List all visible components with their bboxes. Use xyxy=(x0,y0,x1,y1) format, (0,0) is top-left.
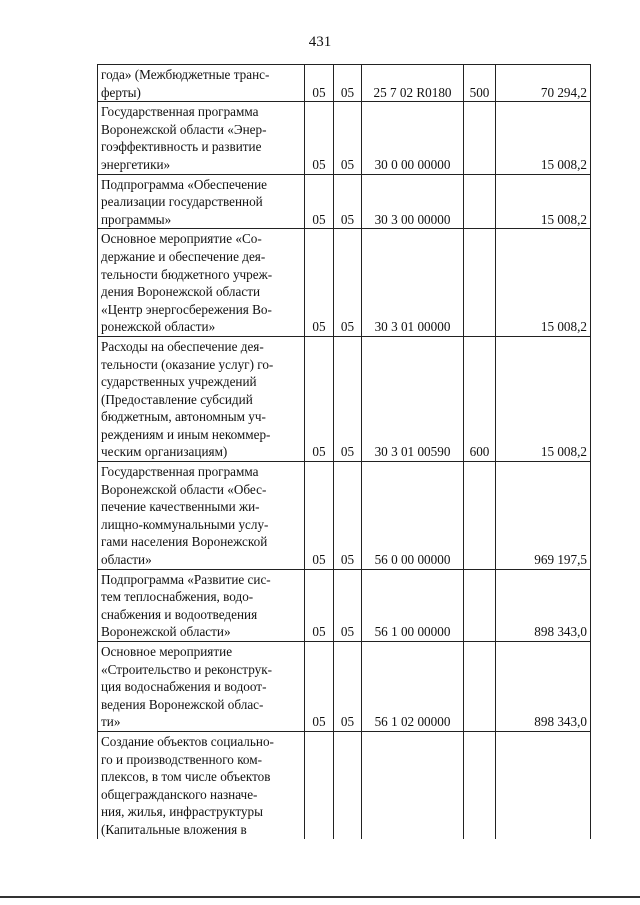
row-name-line: общегражданского назначе- xyxy=(101,786,258,802)
expense-type-cell: 500 xyxy=(464,65,496,102)
row-name-line: бюджетным, автономным уч- xyxy=(101,409,266,425)
amount-cell: 15 008,2 xyxy=(496,174,591,229)
row-name-line: гами населения Воронежской xyxy=(101,534,268,550)
expense-type-cell xyxy=(464,102,496,174)
table-row xyxy=(98,336,591,461)
expense-type-cell: 600 xyxy=(464,336,496,461)
amount-cell xyxy=(496,731,591,838)
subsection-cell: 05 xyxy=(334,65,362,102)
table-row xyxy=(98,174,591,229)
row-name-line: (Предоставление субсидий xyxy=(101,391,253,407)
row-name-line: (Капитальные вложения в xyxy=(101,821,247,837)
amount-cell: 898 343,0 xyxy=(496,569,591,641)
expense-type-cell xyxy=(464,569,496,641)
row-name-line: Подпрограмма «Обеспечение xyxy=(101,176,268,192)
amount-cell: 15 008,2 xyxy=(496,229,591,337)
row-name-line: ведения Воронежской облас- xyxy=(101,696,264,712)
target-code-cell: 30 3 01 00000 xyxy=(362,229,464,337)
row-name-line: тельности бюджетного учреж- xyxy=(101,266,273,282)
section-cell xyxy=(305,731,334,838)
table-row xyxy=(98,102,591,174)
row-name-line: тем теплоснабжения, водо- xyxy=(101,589,254,605)
target-code-cell: 30 0 00 00000 xyxy=(362,102,464,174)
table-row xyxy=(98,642,591,732)
row-name-line: ния, жилья, инфраструктуры xyxy=(101,804,263,820)
row-name-line: сударственных учреждений xyxy=(101,374,257,390)
section-cell: 05 xyxy=(305,336,334,461)
footer-rule xyxy=(0,896,640,898)
row-name-cell xyxy=(98,174,305,229)
target-code-cell: 30 3 01 00590 xyxy=(362,336,464,461)
row-name-cell xyxy=(98,642,305,732)
target-code-cell: 56 1 00 00000 xyxy=(362,569,464,641)
table-row xyxy=(98,462,591,570)
target-code-cell: 25 7 02 R0180 xyxy=(362,65,464,102)
row-name-line: области» xyxy=(101,552,152,568)
row-name-cell xyxy=(98,65,305,102)
subsection-cell: 05 xyxy=(334,102,362,174)
subsection-cell: 05 xyxy=(334,462,362,570)
row-name-line: энергетики» xyxy=(101,156,171,172)
row-name-cell xyxy=(98,229,305,337)
subsection-cell: 05 xyxy=(334,174,362,229)
expense-type-cell xyxy=(464,174,496,229)
row-name-line: «Центр энергосбережения Во- xyxy=(101,301,272,317)
amount-cell: 969 197,5 xyxy=(496,462,591,570)
row-name-line: реализации государственной xyxy=(101,194,263,210)
row-name-line: гоэффективность и развитие xyxy=(101,139,262,155)
page-number: 431 xyxy=(308,34,332,50)
section-cell: 05 xyxy=(305,462,334,570)
row-name-line: ферты) xyxy=(101,84,141,100)
expense-type-cell xyxy=(464,642,496,732)
section-cell: 05 xyxy=(305,569,334,641)
row-name-line: «Строительство и реконструк- xyxy=(101,661,273,677)
row-name-line: Воронежской области» xyxy=(101,624,231,640)
amount-cell: 15 008,2 xyxy=(496,102,591,174)
target-code-cell xyxy=(362,731,464,838)
target-code-cell: 56 1 02 00000 xyxy=(362,642,464,732)
subsection-cell xyxy=(334,731,362,838)
table-row xyxy=(98,731,591,838)
amount-cell: 898 343,0 xyxy=(496,642,591,732)
subsection-cell: 05 xyxy=(334,569,362,641)
row-name-line: Государственная программа xyxy=(101,104,259,120)
row-name-line: тельности (оказание услуг) го- xyxy=(101,356,274,372)
expense-type-cell xyxy=(464,731,496,838)
row-name-line: Государственная программа xyxy=(101,464,259,480)
section-cell: 05 xyxy=(305,642,334,732)
row-name-line: держание и обеспечение дея- xyxy=(101,248,266,264)
row-name-line: Основное мероприятие xyxy=(101,644,233,659)
row-name-line: печение качественными жи- xyxy=(101,499,260,515)
row-name-line: дения Воронежской области xyxy=(101,284,261,300)
row-name-line: Воронежской области «Энер- xyxy=(101,121,267,137)
budget-table xyxy=(97,64,591,839)
row-name-cell xyxy=(98,569,305,641)
table-row xyxy=(98,229,591,337)
row-name-line: реждениям и иным некоммер- xyxy=(101,426,271,442)
row-name-line: Воронежской области «Обес- xyxy=(101,481,267,497)
row-name-cell xyxy=(98,731,305,838)
expense-type-cell xyxy=(464,229,496,337)
row-name-cell xyxy=(98,462,305,570)
row-name-line: ческим организациям) xyxy=(101,444,228,460)
target-code-cell: 30 3 00 00000 xyxy=(362,174,464,229)
subsection-cell: 05 xyxy=(334,229,362,337)
row-name-line: года» (Межбюджетные транс- xyxy=(101,67,270,82)
section-cell: 05 xyxy=(305,229,334,337)
table-row xyxy=(98,569,591,641)
section-cell: 05 xyxy=(305,102,334,174)
row-name-line: снабжения и водоотведения xyxy=(101,606,258,622)
row-name-line: ция водоснабжения и водоот- xyxy=(101,679,267,695)
row-name-line: Основное мероприятие «Со- xyxy=(101,231,262,247)
subsection-cell: 05 xyxy=(334,336,362,461)
row-name-cell xyxy=(98,102,305,174)
row-name-line: Подпрограмма «Развитие сис- xyxy=(101,571,271,587)
expense-type-cell xyxy=(464,462,496,570)
table-row xyxy=(98,65,591,102)
row-name-line: программы» xyxy=(101,211,172,227)
section-cell: 05 xyxy=(305,65,334,102)
amount-cell: 70 294,2 xyxy=(496,65,591,102)
row-name-line: плексов, в том числе объектов xyxy=(101,769,271,785)
row-name-line: Расходы на обеспечение дея- xyxy=(101,338,264,354)
row-name-line: го и производственного ком- xyxy=(101,751,263,767)
subsection-cell: 05 xyxy=(334,642,362,732)
row-name-line: лищно-коммунальными услу- xyxy=(101,516,269,532)
row-name-cell xyxy=(98,336,305,461)
row-name-line: Создание объектов социально- xyxy=(101,733,274,749)
target-code-cell: 56 0 00 00000 xyxy=(362,462,464,570)
row-name-line: ти» xyxy=(101,714,121,730)
budget-table-body xyxy=(98,65,591,839)
amount-cell: 15 008,2 xyxy=(496,336,591,461)
section-cell: 05 xyxy=(305,174,334,229)
row-name-line: ронежской области» xyxy=(101,319,216,335)
